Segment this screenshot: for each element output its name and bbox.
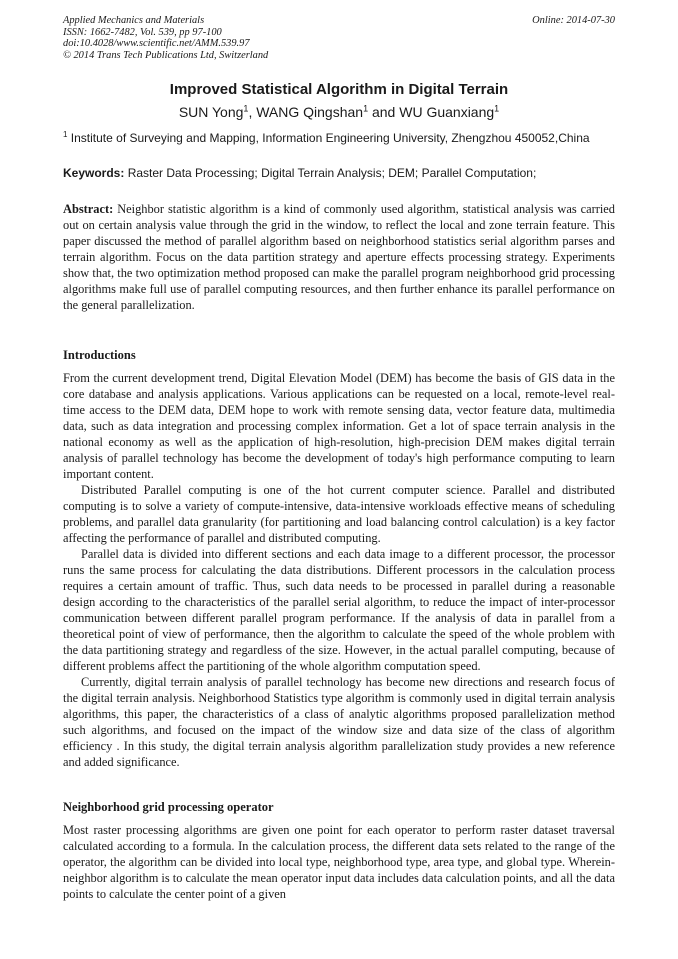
author-affil-mark: 1 — [494, 103, 500, 114]
neighborhood-body — [63, 822, 615, 902]
keywords-label: Keywords: — [63, 166, 125, 180]
author-name: WANG Qingshan — [256, 104, 364, 120]
affiliation — [63, 130, 590, 146]
paragraph: From the current development trend, Digital Elevation Model (DEM) has become the basis of GIS data in the core database and analysis applications. Various applications can be requested on a local, remote-level real-time access to the DEM data, DEM hope to work with remote sensing data, vector feature data, multimedia data, such as data integration and processing complex information. Get a lot of space terrain analysis in the national economy as well as the application of high-resolution, high-precision DEM makes digital terrain analysis of parallel technology has become the development of today's high performance computing to learn important content. — [63, 371, 615, 481]
copyright-line: © 2014 Trans Tech Publications Ltd, Switzerland — [63, 49, 269, 61]
paragraph: Parallel data is divided into different sections and each data image to a different processor, the processor runs the same process for calculating the data distributions. Different processors in the calculation process requires a certain amount of traffic. Thus, such data needs to be processed in parallel during a reasonable design according to the characteristics of the parallel serial algorithm, to reduce the impact of inter-processor communication between different parallel program performance. If the analysis of data in parallel from a theoretical point of view of performance, then the algorithm to calculate the speed of the whole problem with the data partitioning strategy and regardless of the size. However, in the actual parallel computing, because of different problems affect the partitioning of the whole algorithm computation speed. — [63, 547, 615, 673]
keywords — [63, 165, 615, 181]
abstract-label: Abstract: — [63, 202, 114, 216]
keywords-text: Raster Data Processing; Digital Terrain Analysis; DEM; Parallel Computation; — [124, 166, 537, 180]
journal-header — [63, 15, 268, 61]
abstract-paragraph — [63, 201, 615, 313]
affiliation-text: Institute of Surveying and Mapping, Information Engineering University, Zhengzhou 450052,China — [67, 131, 590, 145]
paragraph: Distributed Parallel computing is one of the hot current computer science. Parallel and distributed computing is to solve a variety of compute-intensive, data-intensive workloads effective means of scheduling problems, and parallel data granularity (for partitioning and load balancing control calculation) is a key factor affecting the performance of parallel and distributed computing. — [63, 483, 615, 545]
paper-title: Improved Statistical Algorithm in Digital Terrain — [169, 81, 509, 98]
introductions-body — [63, 370, 615, 770]
journal-name: Applied Mechanics and Materials — [63, 15, 205, 26]
paragraph: Most raster processing algorithms are given one point for each operator to perform raster dataset traversal calculated according to a formula. In the calculation process, the different data sets related to the range of the operator, the algorithm can be divided into local type, neighborhood type, area type, and global type. Wherein-neighbor algorithm is to calculate the mean operator input data includes data calculation points, and all the data points to calculate the center point of a given — [63, 823, 615, 901]
author-name: SUN Yong — [178, 104, 244, 120]
author-name: WU Guanxiang — [399, 104, 495, 120]
affiliation-mark: 1 — [63, 130, 68, 139]
author-affil-mark: 1 — [243, 103, 249, 114]
author-affil-mark: 1 — [363, 103, 369, 114]
abstract — [63, 201, 615, 313]
section-heading-neighborhood: Neighborhood grid processing operator — [63, 800, 274, 814]
author-separator: and — [368, 104, 400, 120]
section-heading-introductions: Introductions — [63, 348, 136, 362]
abstract-text: Neighbor statistic algorithm is a kind of commonly used algorithm, statistical analysis was carried out on certain analysis value through the grid in the window, to reflect the local and zone terrain feature. This paper discussed the method of parallel algorithm based on neighborhood statistics serial algorithm parses and terrain algorithm. Focus on the data partition strategy and aperture effects processing strategy. Experiments show that, the two optimization method proposed can make the parallel program neighborhood grid processing algorithms make full use of parallel computing resources, and then further enhance its parallel performance on the general parallelization. — [63, 202, 615, 312]
author-separator: , — [248, 104, 257, 120]
paragraph: Currently, digital terrain analysis of parallel technology has become new directions and research focus of the digital terrain analysis. Neighborhood Statistics type algorithm is commonly used in digital terrain analysis algorithms, this paper, the characteristics of a class of analytic algorithms proposed parallelization method such algorithms, and focused on the impact of the window size and data size of the class of algorithm efficiency . In this study, the digital terrain analysis algorithm parallelization study provides a new reference and added significance. — [63, 675, 615, 769]
doi-line[interactable]: doi:10.4028/www.scientific.net/AMM.539.97 — [63, 38, 250, 50]
issn-line: ISSN: 1662-7482, Vol. 539, pp 97-100 — [63, 26, 222, 38]
author-list — [0, 103, 678, 121]
online-date: Online: 2014-07-30 — [532, 15, 615, 26]
